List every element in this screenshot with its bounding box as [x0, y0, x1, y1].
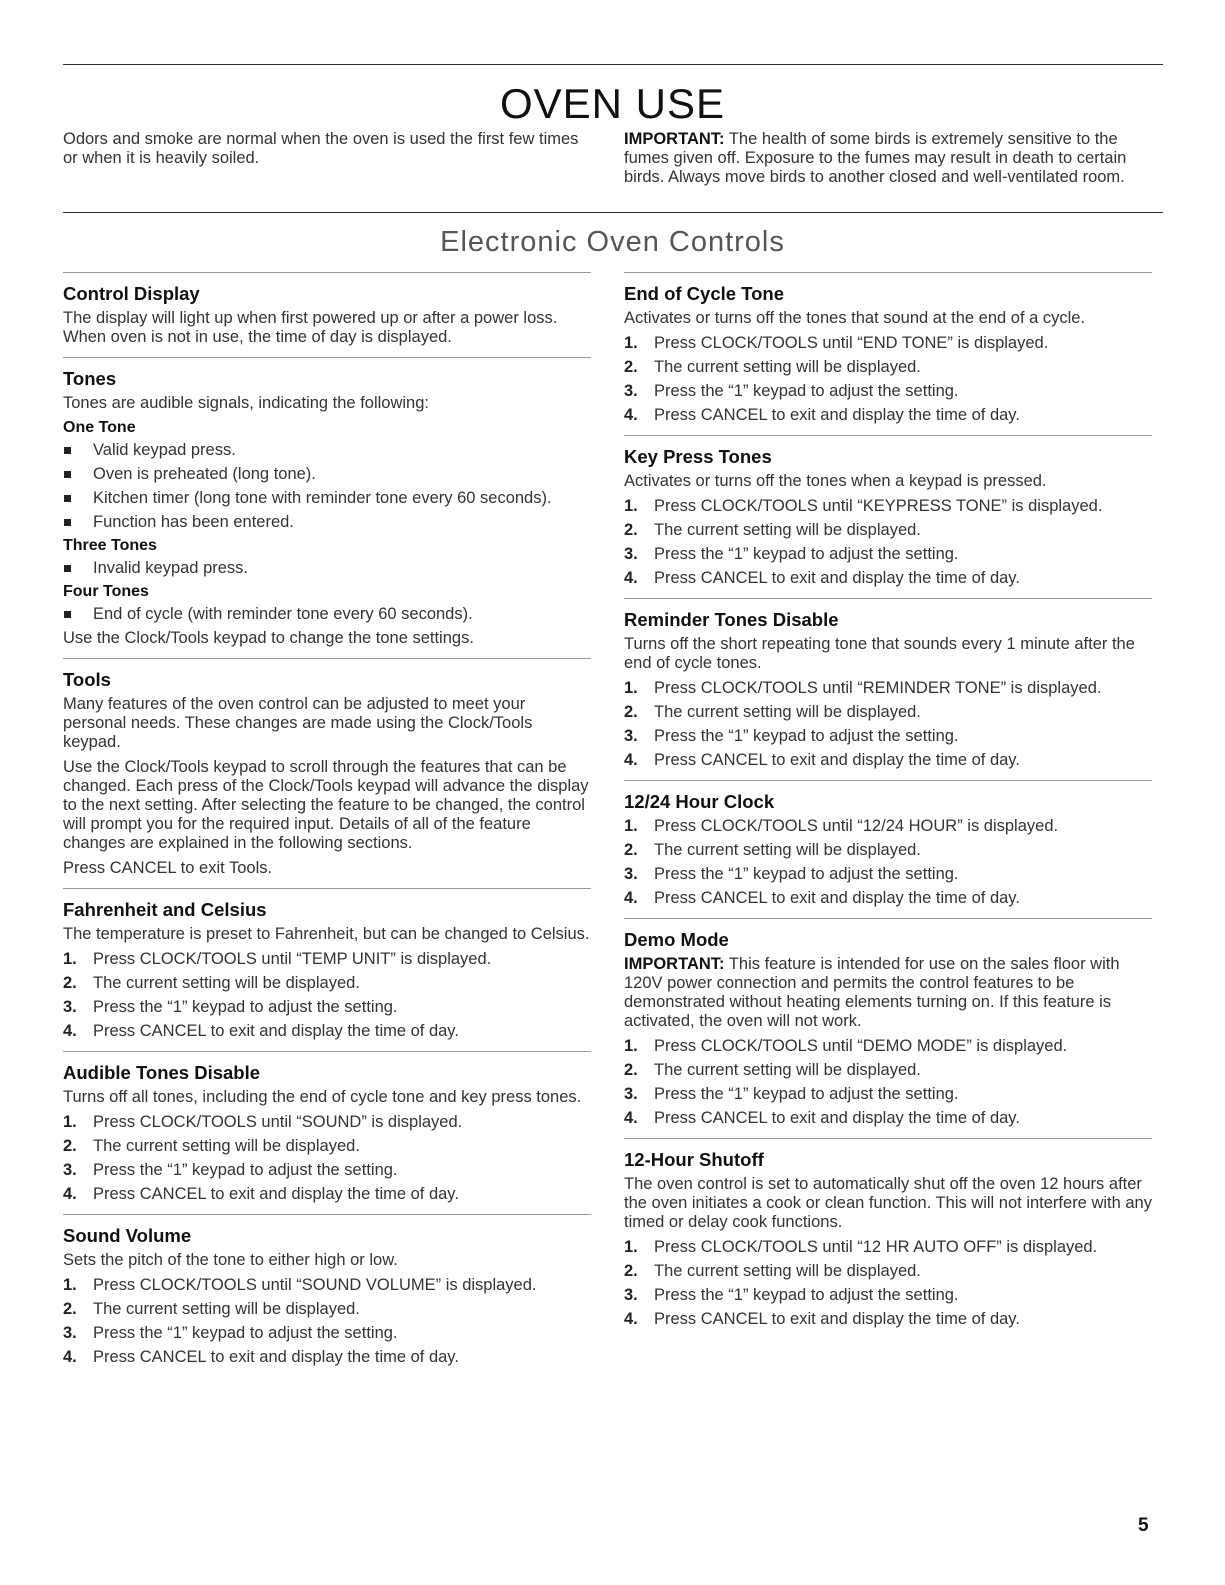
sound-volume-steps: [63, 1276, 591, 1367]
section-rule: [63, 212, 1163, 213]
page-title: OVEN USE: [499, 80, 726, 127]
step-number: 4.: [63, 1022, 77, 1040]
step-item: [624, 1037, 1152, 1056]
step-item: [624, 865, 1152, 884]
tones-heading: Tones: [63, 368, 117, 389]
shutoff-steps: [624, 1238, 1152, 1329]
step-text: Press the “1” keypad to adjust the setting.: [93, 1324, 398, 1342]
step-text: Press the “1” keypad to adjust the setting.: [654, 727, 959, 745]
step-item: [624, 569, 1152, 588]
one-tone-heading: One Tone: [63, 419, 136, 436]
section-title: Electronic Oven Controls: [440, 226, 785, 258]
step-item: [63, 1300, 591, 1319]
important-text: The health of some birds is extremely sensitive to the fumes given off. Exposure to the fumes may result in death to certain birds. Always move birds to another closed and well-ventilated room.: [624, 130, 1127, 186]
step-text: Press CANCEL to exit and display the time of day.: [93, 1348, 459, 1366]
step-text: Press CANCEL to exit and display the time of day.: [654, 1109, 1020, 1127]
step-number: 3.: [624, 1085, 638, 1103]
step-item: [63, 950, 591, 969]
step-item: [63, 1185, 591, 1204]
step-number: 1.: [63, 1113, 77, 1131]
step-text: Press the “1” keypad to adjust the setting.: [93, 998, 398, 1016]
step-text: Press CANCEL to exit and display the time of day.: [93, 1185, 459, 1203]
fahrenheit-text: The temperature is preset to Fahrenheit, but can be changed to Celsius.: [63, 925, 590, 943]
shutoff-text: The oven control is set to automatically shut off the oven 12 hours after the oven initiates a cook or clean function. This will not interfere with any timed or delay cook functions.: [624, 1175, 1152, 1231]
step-text: Press CLOCK/TOOLS until “SOUND” is displayed.: [93, 1113, 463, 1131]
step-text: Press CANCEL to exit and display the time of day.: [654, 569, 1020, 587]
audible-section: [63, 1051, 591, 1204]
reminder-section: [624, 598, 1152, 770]
tools-p1: Many features of the oven control can be adjusted to meet your personal needs. These changes are made using the Clock/Tools keypad.: [63, 695, 533, 751]
step-item: [63, 998, 591, 1017]
step-text: Press CANCEL to exit and display the time of day.: [654, 1310, 1020, 1328]
step-number: 3.: [624, 727, 638, 745]
step-number: 4.: [624, 1109, 638, 1127]
three-tones-list: [63, 559, 591, 578]
end-cycle-section: [624, 272, 1152, 425]
step-number: 4.: [624, 751, 638, 769]
step-item: [624, 679, 1152, 698]
step-item: [624, 703, 1152, 722]
step-text: Press CLOCK/TOOLS until “12 HR AUTO OFF” is displayed.: [654, 1238, 1098, 1256]
step-text: The current setting will be displayed.: [93, 1137, 360, 1155]
step-text: Press CANCEL to exit and display the time of day.: [654, 406, 1020, 424]
demo-steps: [624, 1037, 1152, 1128]
step-text: Press the “1” keypad to adjust the setting.: [654, 865, 959, 883]
step-text: The current setting will be displayed.: [654, 703, 921, 721]
step-item: [624, 406, 1152, 425]
control-display-text: The display will light up when first powered up or after a power loss. When oven is not in use, the time of day is displayed.: [63, 309, 558, 346]
step-item: [624, 382, 1152, 401]
step-item: [63, 1113, 591, 1132]
top-rule: [63, 64, 1163, 65]
step-item: [624, 841, 1152, 860]
tones-outro: Use the Clock/Tools keypad to change the tone settings.: [63, 629, 474, 647]
step-number: 2.: [624, 1262, 638, 1280]
step-item: [624, 1085, 1152, 1104]
three-tones-heading: Three Tones: [63, 537, 157, 554]
step-text: Press CLOCK/TOOLS until “12/24 HOUR” is displayed.: [654, 817, 1059, 835]
step-number: 1.: [63, 950, 77, 968]
shutoff-heading: 12-Hour Shutoff: [624, 1149, 764, 1170]
sound-volume-heading: Sound Volume: [63, 1225, 192, 1246]
step-text: Press CLOCK/TOOLS until “END TONE” is displayed.: [654, 334, 1049, 352]
step-number: 3.: [63, 998, 77, 1016]
step-text: The current setting will be displayed.: [654, 358, 921, 376]
step-number: 1.: [63, 1276, 77, 1294]
step-item: [63, 1276, 591, 1295]
step-item: [624, 521, 1152, 540]
step-text: The current setting will be displayed.: [93, 1300, 360, 1318]
step-item: [63, 1161, 591, 1180]
step-text: The current setting will be displayed.: [654, 521, 921, 539]
four-tones-heading: Four Tones: [63, 583, 149, 600]
step-number: 1.: [624, 1037, 638, 1055]
page-number: 5: [1138, 1515, 1149, 1536]
list-item: End of cycle (with reminder tone every 60 seconds).: [63, 605, 591, 624]
control-display-heading: Control Display: [63, 283, 200, 304]
reminder-steps: [624, 679, 1152, 770]
step-number: 4.: [63, 1348, 77, 1366]
step-number: 2.: [624, 703, 638, 721]
step-number: 4.: [624, 889, 638, 907]
key-press-steps: [624, 497, 1152, 588]
tones-intro: Tones are audible signals, indicating the following:: [63, 394, 429, 412]
step-text: Press the “1” keypad to adjust the setting.: [654, 1286, 959, 1304]
step-number: 1.: [624, 1238, 638, 1256]
step-number: 2.: [624, 358, 638, 376]
intro-odors: Odors and smoke are normal when the oven is used the first few times or when it is heavily soiled.: [63, 130, 579, 167]
one-tone-list: [63, 441, 591, 532]
step-item: [63, 1348, 591, 1367]
step-number: 2.: [63, 1300, 77, 1318]
list-item: Function has been entered.: [63, 513, 591, 532]
step-text: Press CLOCK/TOOLS until “SOUND VOLUME” is displayed.: [93, 1276, 537, 1294]
end-cycle-steps: [624, 334, 1152, 425]
audible-heading: Audible Tones Disable: [63, 1062, 261, 1083]
step-item: [624, 817, 1152, 836]
step-number: 2.: [63, 974, 77, 992]
list-item: Kitchen timer (long tone with reminder tone every 60 seconds).: [63, 489, 591, 508]
step-text: The current setting will be displayed.: [654, 1061, 921, 1079]
step-text: The current setting will be displayed.: [654, 841, 921, 859]
sound-volume-section: [63, 1214, 591, 1367]
step-text: Press CANCEL to exit and display the time of day.: [93, 1022, 459, 1040]
step-item: [63, 1022, 591, 1041]
audible-text: Turns off all tones, including the end of cycle tone and key press tones.: [63, 1088, 582, 1106]
left-column: [63, 272, 591, 1372]
intro-important: [624, 130, 1154, 187]
step-text: Press CLOCK/TOOLS until “TEMP UNIT” is displayed.: [93, 950, 492, 968]
step-number: 4.: [624, 406, 638, 424]
tools-section: [63, 658, 591, 878]
step-number: 4.: [63, 1185, 77, 1203]
tools-heading: Tools: [63, 669, 111, 690]
step-number: 3.: [63, 1161, 77, 1179]
step-number: 2.: [624, 521, 638, 539]
step-item: [624, 334, 1152, 353]
step-item: [624, 1262, 1152, 1281]
step-number: 2.: [624, 1061, 638, 1079]
tools-p3: Press CANCEL to exit Tools.: [63, 859, 273, 877]
step-text: Press CLOCK/TOOLS until “DEMO MODE” is displayed.: [654, 1037, 1068, 1055]
demo-important-label: IMPORTANT:: [624, 955, 725, 973]
step-item: [63, 974, 591, 993]
step-text: Press the “1” keypad to adjust the setting.: [654, 1085, 959, 1103]
step-text: Press CANCEL to exit and display the time of day.: [654, 751, 1020, 769]
demo-text: [624, 955, 1152, 1031]
important-label: IMPORTANT:: [624, 130, 725, 148]
step-text: Press CLOCK/TOOLS until “KEYPRESS TONE” is displayed.: [654, 497, 1103, 515]
step-number: 1.: [624, 334, 638, 352]
step-number: 3.: [624, 1286, 638, 1304]
step-text: Press CANCEL to exit and display the time of day.: [654, 889, 1020, 907]
step-text: Press CLOCK/TOOLS until “REMINDER TONE” is displayed.: [654, 679, 1102, 697]
step-text: Press the “1” keypad to adjust the setting.: [93, 1161, 398, 1179]
step-item: [624, 358, 1152, 377]
step-number: 1.: [624, 817, 638, 835]
step-number: 3.: [63, 1324, 77, 1342]
key-press-text: Activates or turns off the tones when a keypad is pressed.: [624, 472, 1047, 490]
key-press-section: [624, 435, 1152, 588]
step-item: [624, 1286, 1152, 1305]
four-tones-list: [63, 605, 591, 624]
step-number: 1.: [624, 497, 638, 515]
key-press-heading: Key Press Tones: [624, 446, 772, 467]
list-item: Invalid keypad press.: [63, 559, 591, 578]
demo-section: [624, 918, 1152, 1128]
end-cycle-text: Activates or turns off the tones that sound at the end of a cycle.: [624, 309, 1086, 327]
tones-section: [63, 357, 591, 648]
step-item: [624, 1238, 1152, 1257]
step-item: [624, 545, 1152, 564]
demo-important-text: This feature is intended for use on the sales floor with 120V power connection and permits the control features to be demonstrated without heating elements turning on. If this feature is activated, the oven will not work.: [624, 955, 1120, 1030]
end-cycle-heading: End of Cycle Tone: [624, 283, 785, 304]
step-item: [624, 751, 1152, 770]
demo-heading: Demo Mode: [624, 929, 729, 950]
step-number: 1.: [624, 679, 638, 697]
step-number: 3.: [624, 865, 638, 883]
step-item: [624, 497, 1152, 516]
step-item: [624, 1061, 1152, 1080]
sound-volume-text: Sets the pitch of the tone to either high or low.: [63, 1251, 398, 1269]
step-item: [624, 727, 1152, 746]
clock-heading: 12/24 Hour Clock: [624, 791, 775, 812]
step-item: [63, 1324, 591, 1343]
step-number: 4.: [624, 569, 638, 587]
step-number: 2.: [63, 1137, 77, 1155]
step-number: 3.: [624, 382, 638, 400]
step-item: [63, 1137, 591, 1156]
right-column: [624, 272, 1152, 1334]
step-item: [624, 889, 1152, 908]
step-text: Press the “1” keypad to adjust the setting.: [654, 545, 959, 563]
step-number: 2.: [624, 841, 638, 859]
step-number: 3.: [624, 545, 638, 563]
step-text: The current setting will be displayed.: [654, 1262, 921, 1280]
list-item: Valid keypad press.: [63, 441, 591, 460]
tools-p2: Use the Clock/Tools keypad to scroll through the features that can be changed. Each press of the Clock/Tools keypad will advance the display to the next setting. After selecting the feature to be changed, the control will prompt you for the required input. Details of all of the feature changes are explained in the following sections.: [63, 758, 589, 852]
step-text: The current setting will be displayed.: [93, 974, 360, 992]
step-item: [624, 1310, 1152, 1329]
reminder-text: Turns off the short repeating tone that sounds every 1 minute after the end of cycle tones.: [624, 635, 1135, 672]
fahrenheit-heading: Fahrenheit and Celsius: [63, 899, 267, 920]
step-item: [624, 1109, 1152, 1128]
list-item: Oven is preheated (long tone).: [63, 465, 591, 484]
fahrenheit-section: [63, 888, 591, 1041]
shutoff-section: [624, 1138, 1152, 1329]
audible-steps: [63, 1113, 591, 1204]
step-number: 4.: [624, 1310, 638, 1328]
clock-steps: [624, 817, 1152, 908]
step-text: Press the “1” keypad to adjust the setting.: [654, 382, 959, 400]
fahrenheit-steps: [63, 950, 591, 1041]
control-display-section: [63, 272, 591, 347]
reminder-heading: Reminder Tones Disable: [624, 609, 839, 630]
clock-section: [624, 780, 1152, 908]
